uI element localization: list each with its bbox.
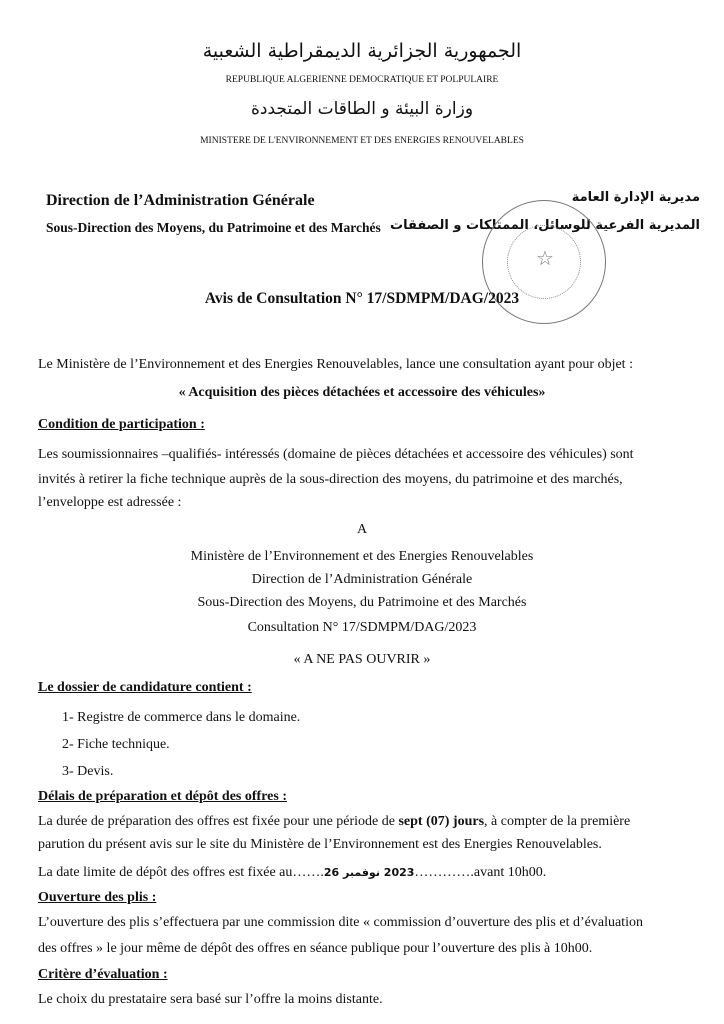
notice-title: Avis de Consultation N° 17/SDMPM/DAG/2023: [204, 290, 520, 307]
address-consultation: Consultation N° 17/SDMPM/DAG/2023: [247, 620, 477, 635]
direction-fr: Direction de l’Administration Générale: [46, 192, 315, 209]
date-stamp: 2023 نوفمبر 26: [323, 866, 415, 879]
dossier-heading: Le dossier de candidature contient :: [38, 680, 252, 695]
republic-name: REPUBLIQUE ALGERIENNE DEMOCRATIQUE ET POLPULAIRE: [225, 75, 499, 85]
address-to: A: [356, 522, 368, 537]
dossier-item: 3- Devis.: [62, 764, 114, 779]
star-icon: ☆: [536, 248, 554, 270]
address-line: Sous-Direction des Moyens, du Patrimoine et des Marchés: [197, 595, 527, 610]
sous-direction-ar: المديرية الفرعية للوسائل، الممتلكات و الصفقات: [390, 218, 700, 233]
arabic-ministry: وزارة البيئة و الطاقات المتجددة: [250, 99, 474, 119]
address-line: Direction de l’Administration Générale: [251, 572, 473, 587]
participation-heading: Condition de participation :: [38, 417, 205, 432]
intro-text: Le Ministère de l’Environnement et des Energies Renouvelables, lance une consultation ayant pour objet :: [38, 357, 633, 372]
delais-text: La durée de préparation des offres est fixée pour une période de: [38, 814, 399, 829]
ouverture-line: des offres » le jour même de dépôt des offres en séance publique pour l’ouverture des plis à 10h00.: [38, 941, 593, 956]
deadline-text: La date limite de dépôt des offres est fixée au…….: [38, 865, 324, 880]
consultation-object: « Acquisition des pièces détachées et accessoire des véhicules»: [178, 385, 546, 400]
participation-line: Les soumissionnaires –qualifiés- intéressés (domaine de pièces détachées et accessoire des véhicules) sont: [38, 447, 634, 462]
participation-line: l’enveloppe est adressée :: [38, 495, 182, 510]
direction-ar: مديرية الإدارة العامة: [571, 190, 700, 205]
participation-line: invités à retirer la fiche technique auprès de la sous-direction des moyens, du patrimoine et des marchés,: [38, 472, 623, 487]
delais-line: [38, 814, 630, 830]
dossier-item: 1- Registre de commerce dans le domaine.: [62, 710, 301, 725]
delais-heading: Délais de préparation et dépôt des offres :: [38, 789, 287, 804]
deadline-text: ………….avant 10h00.: [414, 865, 547, 880]
deadline-line: [38, 865, 546, 881]
delais-duration: sept (07) jours: [398, 814, 485, 829]
arabic-republic: الجمهورية الجزائرية الديمقراطية الشعبية: [202, 40, 522, 62]
delais-line: parution du présent avis sur le site du Ministère de l’Environnement est des Energies Renouvelables.: [38, 837, 602, 852]
ministry-name: MINISTERE DE L'ENVIRONNEMENT ET DES ENERGIES RENOUVELABLES: [200, 136, 524, 146]
do-not-open: « A NE PAS OUVRIR »: [293, 652, 431, 667]
ouverture-heading: Ouverture des plis :: [38, 890, 157, 905]
sous-direction-fr: Sous-Direction des Moyens, du Patrimoine et des Marchés: [46, 220, 381, 235]
dossier-item: 2- Fiche technique.: [62, 737, 170, 752]
ouverture-line: L’ouverture des plis s’effectuera par une commission dite « commission d’ouverture des plis et d’évaluation: [38, 915, 643, 930]
critere-heading: Critère d’évaluation :: [38, 967, 168, 982]
address-line: Ministère de l’Environnement et des Energies Renouvelables: [190, 549, 534, 564]
critere-line: Le choix du prestataire sera basé sur l’offre la moins distante.: [38, 992, 383, 1007]
delais-text: , à compter de la première: [484, 814, 631, 829]
